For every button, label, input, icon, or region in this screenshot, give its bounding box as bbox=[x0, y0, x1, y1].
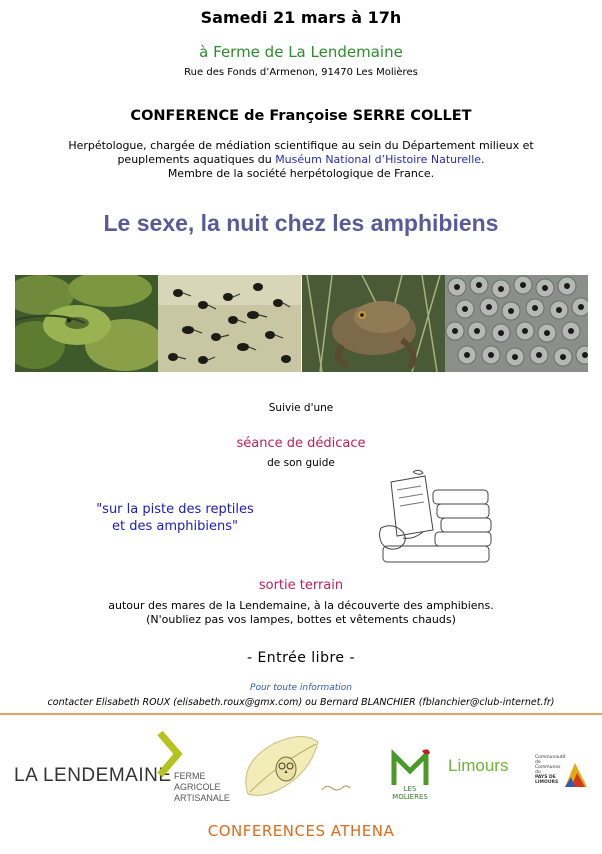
book-title-line-2: et des amphibiens" bbox=[112, 519, 238, 534]
molieres-logo-text: LES MOLIERES bbox=[392, 785, 428, 801]
book-sketch-drawing bbox=[373, 468, 495, 568]
divider bbox=[0, 713, 602, 715]
followed-by-text: Suivie d'une bbox=[268, 402, 334, 414]
limours-logo: Limours bbox=[448, 756, 509, 775]
outing-line-1: autour des mares de la Lendemaine, à la découverte des amphibiens. bbox=[108, 599, 494, 612]
book-title bbox=[70, 501, 280, 535]
ccpl-logo bbox=[535, 753, 590, 791]
tadpoles-photo bbox=[158, 275, 301, 372]
ccpl-line-4: LIMOURS bbox=[535, 780, 559, 785]
museum-link[interactable]: Muséum National d’Histoire Naturelle bbox=[275, 153, 482, 166]
book-title-line-1: "sur la piste des reptiles bbox=[96, 502, 254, 517]
amphibian-photo-strip bbox=[15, 275, 588, 372]
bio-line-2-pre: peuplements aquatiques du bbox=[117, 153, 276, 166]
athena-owl-leaf-logo bbox=[218, 724, 366, 808]
footer-conferences-athena: CONFERENCES ATHENA bbox=[207, 822, 395, 840]
ccpl-line-3: PAYS DE bbox=[535, 775, 556, 780]
bio-line-3: Membre de la société herpétologique de France. bbox=[167, 167, 435, 180]
free-entry: - Entrée libre - bbox=[246, 650, 356, 666]
outing-line-2: (N'oubliez pas vos lampes, bottes et vêtements chauds) bbox=[146, 613, 456, 626]
bio-line-2 bbox=[0, 153, 602, 167]
field-outing: sortie terrain bbox=[258, 578, 344, 593]
ccpl-line-1: Communauté de bbox=[535, 755, 566, 765]
conference-title: CONFERENCE de Françoise SERRE COLLET bbox=[130, 108, 472, 124]
contact-line[interactable]: contacter Elisabeth ROUX (elisabeth.roux@gmx.com) ou Bernard BLANCHIER (fblanchier@club-internet.fr) bbox=[47, 697, 555, 708]
ferme-line-2: AGRICOLE bbox=[174, 782, 221, 792]
ferme-line-3: ARTISANALE bbox=[174, 793, 230, 803]
toads-photo bbox=[302, 275, 445, 372]
bio-line-1: Herpétologue, chargée de médiation scientifique au sein du Département milieux et bbox=[68, 139, 534, 152]
frog-on-lily-pads-photo bbox=[15, 275, 158, 372]
of-guide-text: de son guide bbox=[267, 457, 335, 469]
ferme-line-1: FERME bbox=[174, 771, 206, 781]
speaker-bio bbox=[0, 139, 602, 181]
venue-address: Rue des Fonds d’Armenon, 91470 Les Molières bbox=[184, 67, 418, 78]
lendemaine-logo-text: LA LENDEMAINE bbox=[14, 765, 172, 786]
bio-line-2-post: . bbox=[481, 153, 485, 166]
frog-spawn-photo bbox=[445, 275, 588, 372]
molieres-logo bbox=[388, 745, 432, 801]
info-label: Pour toute information bbox=[250, 683, 352, 693]
venue-name: à Ferme de La Lendemaine bbox=[199, 43, 403, 61]
event-date: Samedi 21 mars à 17h bbox=[200, 8, 402, 27]
outing-description bbox=[0, 599, 602, 627]
talk-title: Le sexe, la nuit chez les amphibiens bbox=[103, 210, 499, 236]
signing-session: séance de dédicace bbox=[236, 436, 366, 451]
ccpl-line-2: Communes du bbox=[535, 765, 561, 775]
